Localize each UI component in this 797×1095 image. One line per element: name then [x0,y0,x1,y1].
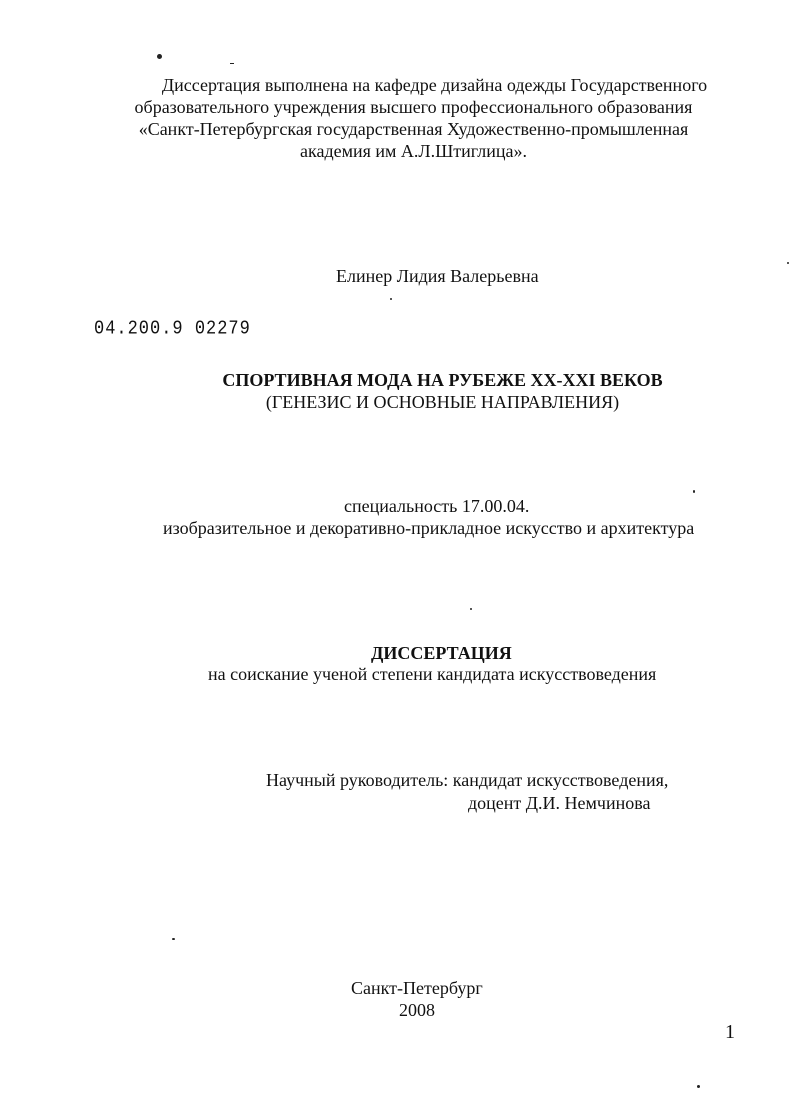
dissertation-title: СПОРТИВНАЯ МОДА НА РУБЕЖЕ XX-XXI ВЕКОВ [222,370,663,390]
institution-line-1: Диссертация выполнена на кафедре дизайна одежды Государственного [161,75,708,95]
author-name: Елинер Лидия Валерьевна [336,266,539,286]
dissertation-subtitle: (ГЕНЕЗИС И ОСНОВНЫЕ НАПРАВЛЕНИЯ) [265,392,620,412]
institution-line-3: «Санкт-Петербургская государственная Художественно-промышленная [138,119,689,139]
scan-speck [230,63,234,64]
scan-speck [787,262,789,264]
year: 2008 [399,1000,435,1020]
page-number: 1 [725,1021,735,1043]
degree-purpose: на соискание ученой степени кандидата искусствоведения [208,664,657,684]
supervisor-line-1: Научный руководитель: кандидат искусствоведения, [266,770,669,790]
scan-speck [172,938,175,940]
dissertation-heading: ДИССЕРТАЦИЯ [371,643,512,663]
title-block [0,369,797,413]
scan-speck [693,490,695,493]
supervisor-line-2: доцент Д.И. Немчинова [468,793,651,813]
city: Санкт-Петербург [351,978,483,998]
specialty-name: изобразительное и декоративно-прикладное искусство и архитектура [163,518,695,538]
scan-speck [390,298,392,300]
scan-speck [157,54,162,59]
institution-block [0,74,797,162]
archive-stamp-number: 04.200.9 02279 [94,318,251,341]
scan-speck [470,608,472,610]
institution-line-4: академия им А.Л.Штиглица». [300,141,527,161]
scan-speck [697,1085,700,1088]
specialty-code: специальность 17.00.04. [344,496,530,516]
institution-line-2: образовательного учреждения высшего профессионального образования [134,97,693,117]
